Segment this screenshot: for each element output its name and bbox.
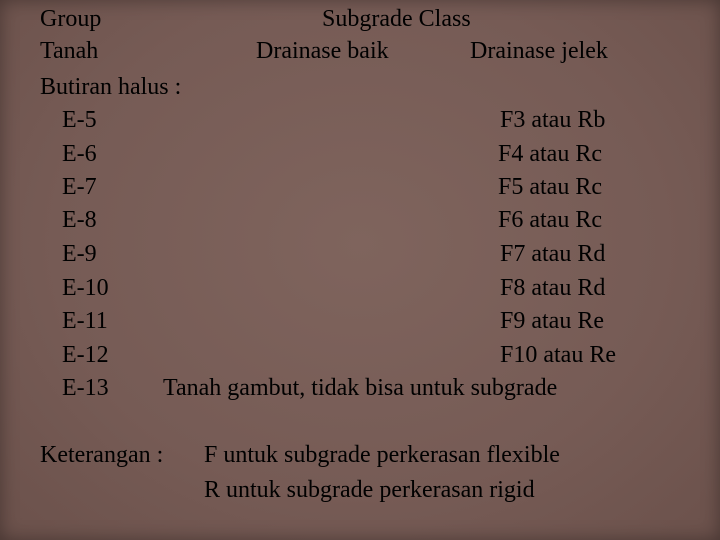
row-class: F8 atau Rd — [500, 275, 606, 301]
row-class: F7 atau Rd — [500, 241, 606, 267]
notes-line-rigid: R untuk subgrade perkerasan rigid — [204, 477, 535, 503]
row-group: E-7 — [62, 174, 97, 200]
row-class: F4 atau Rc — [498, 141, 602, 167]
notes-label: Keterangan : — [40, 442, 164, 468]
row-group: E-9 — [62, 241, 97, 267]
row-class: F6 atau Rc — [498, 207, 602, 233]
row-group: E-11 — [62, 308, 108, 334]
notes-line-flexible: F untuk subgrade perkerasan flexible — [204, 442, 560, 468]
header-group: Group — [40, 6, 102, 32]
row-group: E-10 — [62, 275, 109, 301]
section-label-butiran-halus: Butiran halus : — [40, 74, 182, 100]
row-class: Tanah gambut, tidak bisa untuk subgrade — [163, 375, 558, 401]
row-class: F3 atau Rb — [500, 107, 606, 133]
row-class: F9 atau Re — [500, 308, 604, 334]
row-group: E-5 — [62, 107, 97, 133]
row-group: E-13 — [62, 375, 109, 401]
header-subgrade-class: Subgrade Class — [322, 6, 471, 32]
header-drainase-baik: Drainase baik — [256, 38, 389, 64]
header-drainase-jelek: Drainase jelek — [470, 38, 608, 64]
row-group: E-12 — [62, 342, 109, 368]
row-class: F10 atau Re — [500, 342, 616, 368]
row-class: F5 atau Rc — [498, 174, 602, 200]
row-group: E-6 — [62, 141, 97, 167]
row-group: E-8 — [62, 207, 97, 233]
header-tanah: Tanah — [40, 38, 99, 64]
